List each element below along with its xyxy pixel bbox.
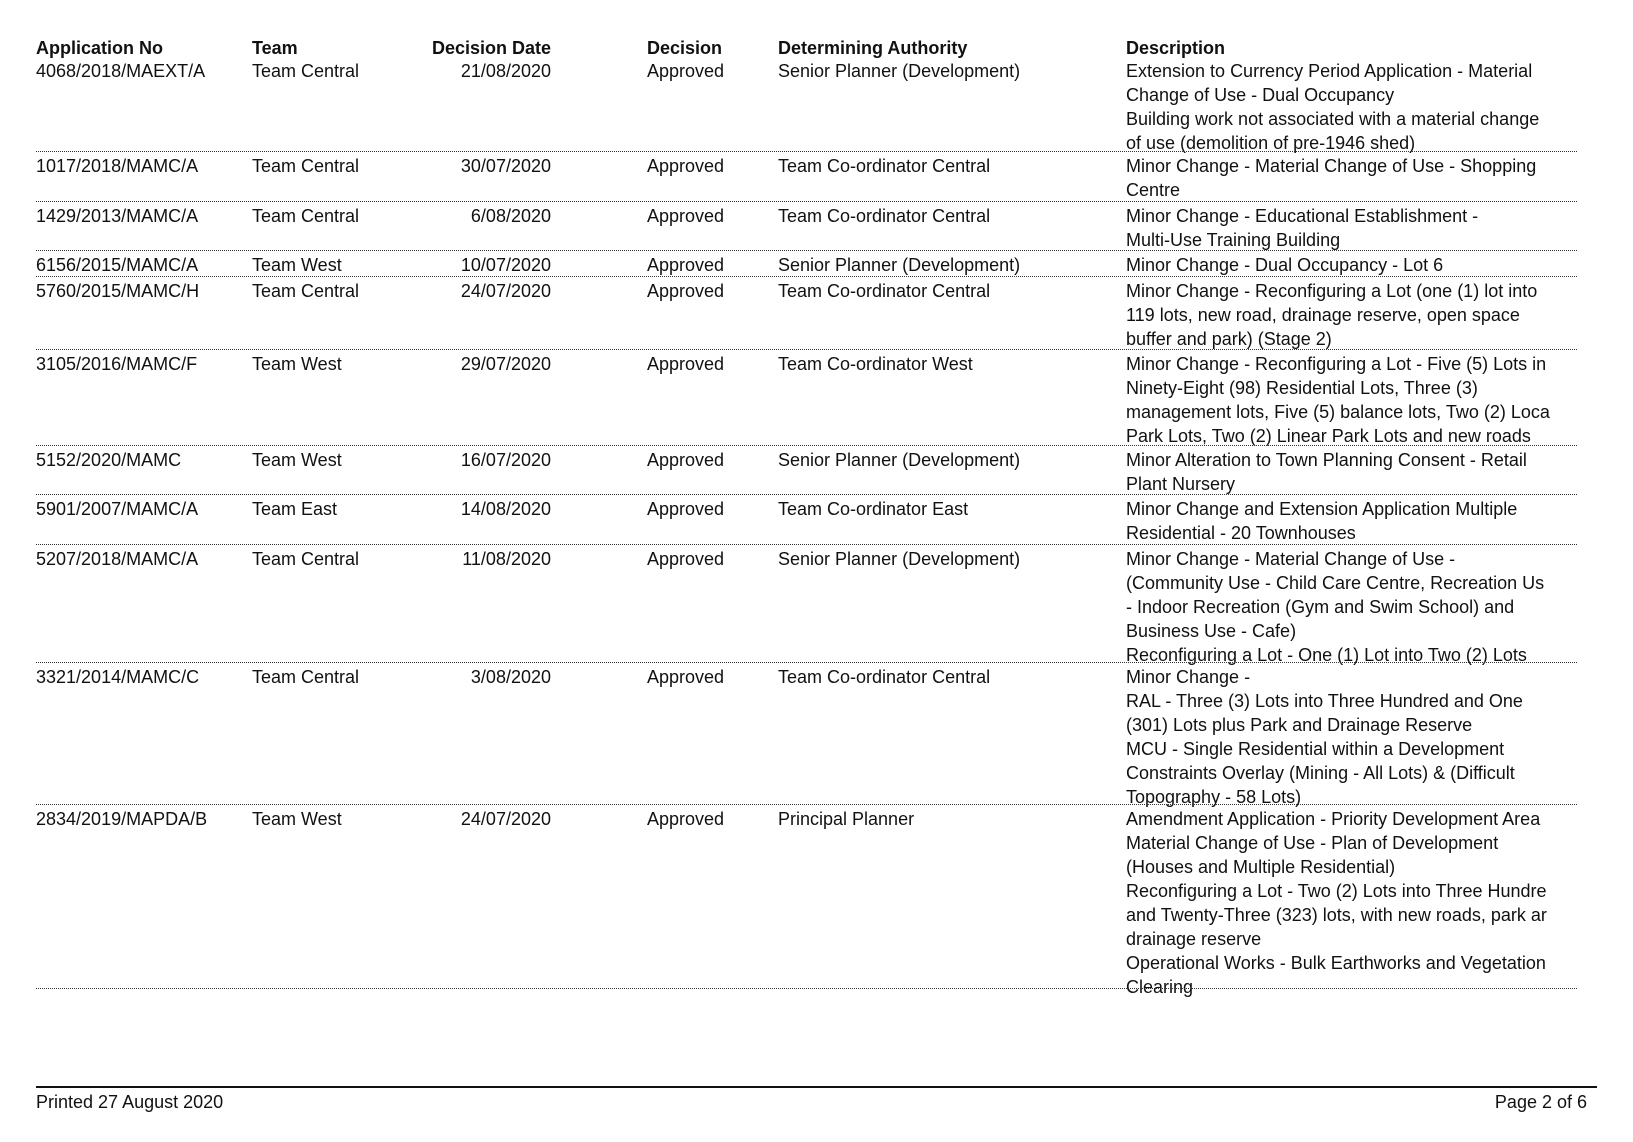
cell-decision-date: 11/08/2020 bbox=[462, 549, 551, 569]
cell-decision: Approved bbox=[647, 206, 725, 226]
table-row bbox=[36, 497, 1597, 545]
cell-decision-date: 29/07/2020 bbox=[460, 354, 551, 374]
header-team: Team bbox=[252, 38, 298, 58]
header-decision: Decision bbox=[647, 38, 723, 58]
cell-application-no: 2834/2019/MAPDA/B bbox=[36, 809, 208, 829]
cell-description: Amendment Application - Priority Development Area Material Change of Use - Plan of Development (Houses and Multiple Residential) Reconfiguring a Lot - Two (2) Lots into Three Hundre and Twenty-Three (323) lots, with new roads, park ar drainage reserve Operational Works - Bulk Earthworks and Vegetation Clearing bbox=[1126, 809, 1547, 997]
cell-team: Team Central bbox=[252, 667, 360, 687]
row-divider bbox=[36, 349, 1577, 350]
cell-decision: Approved bbox=[647, 354, 725, 374]
header-application-no: Application No bbox=[36, 38, 163, 58]
header-determining-authority: Determining Authority bbox=[778, 38, 968, 58]
cell-decision-date: 3/08/2020 bbox=[470, 667, 551, 687]
cell-team: Team Central bbox=[252, 281, 360, 301]
cell-application-no: 3105/2016/MAMC/F bbox=[36, 354, 198, 374]
table-row bbox=[36, 547, 1597, 663]
table-row bbox=[36, 204, 1597, 251]
table-row bbox=[36, 59, 1597, 152]
cell-decision-date: 21/08/2020 bbox=[460, 61, 551, 81]
row-divider bbox=[36, 804, 1577, 805]
cell-application-no: 5760/2015/MAMC/H bbox=[36, 281, 200, 301]
cell-determining-authority: Team Co-ordinator Central bbox=[778, 281, 991, 301]
cell-description: Minor Change - RAL - Three (3) Lots into Three Hundred and One (301) Lots plus Park and Drainage Reserve MCU - Single Residential within a Development Constraints Overlay (Mining - All Lots) & (Difficult Topography - 58 Lots) bbox=[1126, 667, 1523, 807]
table-row bbox=[36, 279, 1597, 350]
cell-decision-date: 6/08/2020 bbox=[470, 206, 551, 226]
cell-team: Team West bbox=[252, 354, 342, 374]
cell-decision-date: 10/07/2020 bbox=[460, 255, 551, 275]
header-decision-date: Decision Date bbox=[431, 38, 551, 58]
cell-application-no: 1017/2018/MAMC/A bbox=[36, 156, 199, 176]
cell-application-no: 5152/2020/MAMC bbox=[36, 450, 182, 470]
cell-determining-authority: Team Co-ordinator Central bbox=[778, 206, 991, 226]
cell-decision: Approved bbox=[647, 809, 725, 829]
cell-team: Team Central bbox=[252, 549, 360, 569]
row-divider bbox=[36, 445, 1577, 446]
cell-determining-authority: Senior Planner (Development) bbox=[778, 450, 1021, 470]
row-divider bbox=[36, 544, 1577, 545]
table-row bbox=[36, 807, 1597, 997]
cell-decision-date: 30/07/2020 bbox=[460, 156, 551, 176]
cell-description: Minor Change - Material Change of Use - Shopping Centre bbox=[1126, 156, 1537, 200]
cell-determining-authority: Team Co-ordinator Central bbox=[778, 667, 991, 687]
cell-team: Team West bbox=[252, 255, 342, 275]
row-divider bbox=[36, 988, 1577, 989]
row-divider bbox=[36, 201, 1577, 202]
table-row bbox=[36, 665, 1597, 805]
cell-application-no: 3321/2014/MAMC/C bbox=[36, 667, 200, 687]
cell-decision: Approved bbox=[647, 667, 725, 687]
cell-determining-authority: Team Co-ordinator Central bbox=[778, 156, 991, 176]
cell-decision: Approved bbox=[647, 499, 725, 519]
cell-description: Minor Change - Reconfiguring a Lot (one (1) lot into 119 lots, new road, drainage reserve, open space buffer and park) (Stage 2) bbox=[1126, 281, 1538, 349]
footer-divider bbox=[36, 1086, 1597, 1088]
cell-decision: Approved bbox=[647, 156, 725, 176]
cell-decision: Approved bbox=[647, 255, 725, 275]
cell-determining-authority: Team Co-ordinator West bbox=[778, 354, 973, 374]
cell-application-no: 6156/2015/MAMC/A bbox=[36, 255, 199, 275]
cell-application-no: 5901/2007/MAMC/A bbox=[36, 499, 199, 519]
header-description: Description bbox=[1126, 38, 1226, 58]
cell-team: Team West bbox=[252, 450, 342, 470]
cell-application-no: 4068/2018/MAEXT/A bbox=[36, 61, 206, 81]
row-divider bbox=[36, 662, 1577, 663]
table-header bbox=[36, 38, 1597, 58]
cell-determining-authority: Principal Planner bbox=[778, 809, 915, 829]
table-row bbox=[36, 253, 1597, 277]
cell-decision: Approved bbox=[647, 281, 725, 301]
table-row bbox=[36, 154, 1597, 202]
page-number: Page 2 of 6 bbox=[1494, 1092, 1587, 1112]
cell-team: Team Central bbox=[252, 156, 360, 176]
cell-determining-authority: Senior Planner (Development) bbox=[778, 255, 1021, 275]
printed-date: Printed 27 August 2020 bbox=[36, 1092, 224, 1112]
cell-description: Minor Change - Dual Occupancy - Lot 6 bbox=[1126, 255, 1444, 275]
cell-decision-date: 16/07/2020 bbox=[460, 450, 551, 470]
table-row bbox=[36, 448, 1597, 495]
cell-decision: Approved bbox=[647, 450, 725, 470]
cell-team: Team Central bbox=[252, 206, 360, 226]
cell-description: Minor Change and Extension Application Multiple Residential - 20 Townhouses bbox=[1126, 499, 1518, 543]
cell-decision: Approved bbox=[647, 549, 725, 569]
cell-description: Extension to Currency Period Application - Material Change of Use - Dual Occupancy Building work not associated with a material change of use (demolition of pre-1946 shed) bbox=[1126, 61, 1540, 153]
cell-application-no: 5207/2018/MAMC/A bbox=[36, 549, 199, 569]
cell-application-no: 1429/2013/MAMC/A bbox=[36, 206, 199, 226]
cell-determining-authority: Senior Planner (Development) bbox=[778, 61, 1021, 81]
cell-description: Minor Change - Educational Establishment - Multi-Use Training Building bbox=[1126, 206, 1479, 250]
cell-decision-date: 24/07/2020 bbox=[460, 281, 551, 301]
row-divider bbox=[36, 494, 1577, 495]
cell-description: Minor Alteration to Town Planning Consent - Retail Plant Nursery bbox=[1126, 450, 1527, 494]
cell-decision-date: 14/08/2020 bbox=[460, 499, 551, 519]
row-divider bbox=[36, 276, 1577, 277]
cell-description: Minor Change - Material Change of Use - (Community Use - Child Care Centre, Recreation Us - Indoor Recreation (Gym and Swim School) and Business Use - Cafe) Reconfiguring a Lot - One (1) Lot into Two (2) Lots bbox=[1126, 549, 1545, 665]
cell-decision-date: 24/07/2020 bbox=[460, 809, 551, 829]
cell-team: Team East bbox=[252, 499, 338, 519]
cell-decision: Approved bbox=[647, 61, 725, 81]
cell-description: Minor Change - Reconfiguring a Lot - Five (5) Lots in Ninety-Eight (98) Residential Lots, Three (3) management lots, Five (5) balance lots, Two (2) Loca Park Lots, Two (2) Linear Park Lots and new roads bbox=[1126, 354, 1550, 446]
table-row bbox=[36, 352, 1597, 446]
cell-team: Team Central bbox=[252, 61, 360, 81]
cell-determining-authority: Senior Planner (Development) bbox=[778, 549, 1021, 569]
cell-determining-authority: Team Co-ordinator East bbox=[778, 499, 969, 519]
cell-team: Team West bbox=[252, 809, 342, 829]
page-footer bbox=[36, 1090, 1597, 1114]
row-divider bbox=[36, 151, 1577, 152]
row-divider bbox=[36, 250, 1577, 251]
